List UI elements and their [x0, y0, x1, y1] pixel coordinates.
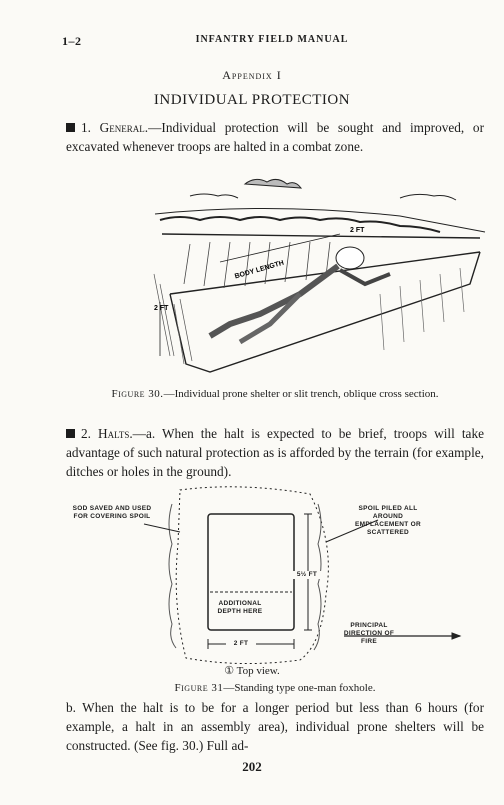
section-title: INDIVIDUAL PROTECTION — [153, 92, 351, 108]
paragraph-text: b. When the halt is to be for a longer period but less than 6 hours (for example, a halt in an assembly area), individual prone shelters will be constructed. (See fig. 30.) Full ad- — [66, 700, 484, 753]
paragraph-text: —Individual protection will be sought and improved, or excavated whenever troops are halted in a combat zone. — [66, 120, 484, 154]
label-width: 2 FT — [226, 640, 256, 648]
running-header — [62, 34, 482, 48]
paragraph-number: 2. — [81, 426, 91, 441]
figure-31-caption — [66, 682, 484, 695]
label-body-length: BODY LENGTH — [234, 259, 285, 281]
figure-30-caption — [66, 388, 484, 401]
label-2ft-top: 2 FT — [350, 227, 365, 234]
label-sod-saved: SOD SAVED AND USED FOR COVERING SPOIL — [72, 505, 152, 520]
header-title: INFANTRY FIELD MANUAL — [195, 34, 349, 45]
figure-30-illustration — [150, 174, 490, 382]
header-page-number: 1–2 — [62, 34, 82, 48]
paragraph-number: 1. — [81, 120, 91, 135]
bullet-square-icon — [66, 123, 75, 132]
label-2ft-side: 2 FT — [154, 305, 169, 312]
label-spoil-piled: SPOIL PILED ALL AROUND EMPLACEMENT OR SCATTERED — [355, 505, 421, 536]
page-number: 202 — [242, 759, 262, 774]
caption-label: Figure 31 — [174, 682, 224, 694]
paragraph-1 — [66, 118, 484, 156]
paragraph-2b — [66, 698, 484, 755]
caption-text: —Individual prone shelter or slit trench, oblique cross section. — [163, 388, 439, 400]
bullet-square-icon — [66, 429, 75, 438]
paragraph-2 — [66, 424, 484, 481]
figure-31-subcaption: ① Top view. — [224, 665, 280, 677]
paragraph-heading: General. — [99, 120, 149, 135]
caption-label: Figure 30. — [111, 388, 164, 400]
caption-text: —Standing type one-man foxhole. — [223, 682, 376, 694]
appendix-title: Appendix I — [222, 68, 282, 82]
paragraph-text: —a. When the halt is expected to be brief, troops will take advantage of such natural protection as is afforded by the terrain (for example, ditches or holes in the ground). — [66, 426, 484, 479]
label-direction-of-fire: PRINCIPAL DIRECTION OF FIRE — [343, 622, 395, 645]
label-depth: 5½ FT — [292, 571, 322, 579]
paragraph-heading: Halts. — [98, 426, 133, 441]
label-additional-depth: ADDITIONAL DEPTH HERE — [217, 600, 263, 615]
